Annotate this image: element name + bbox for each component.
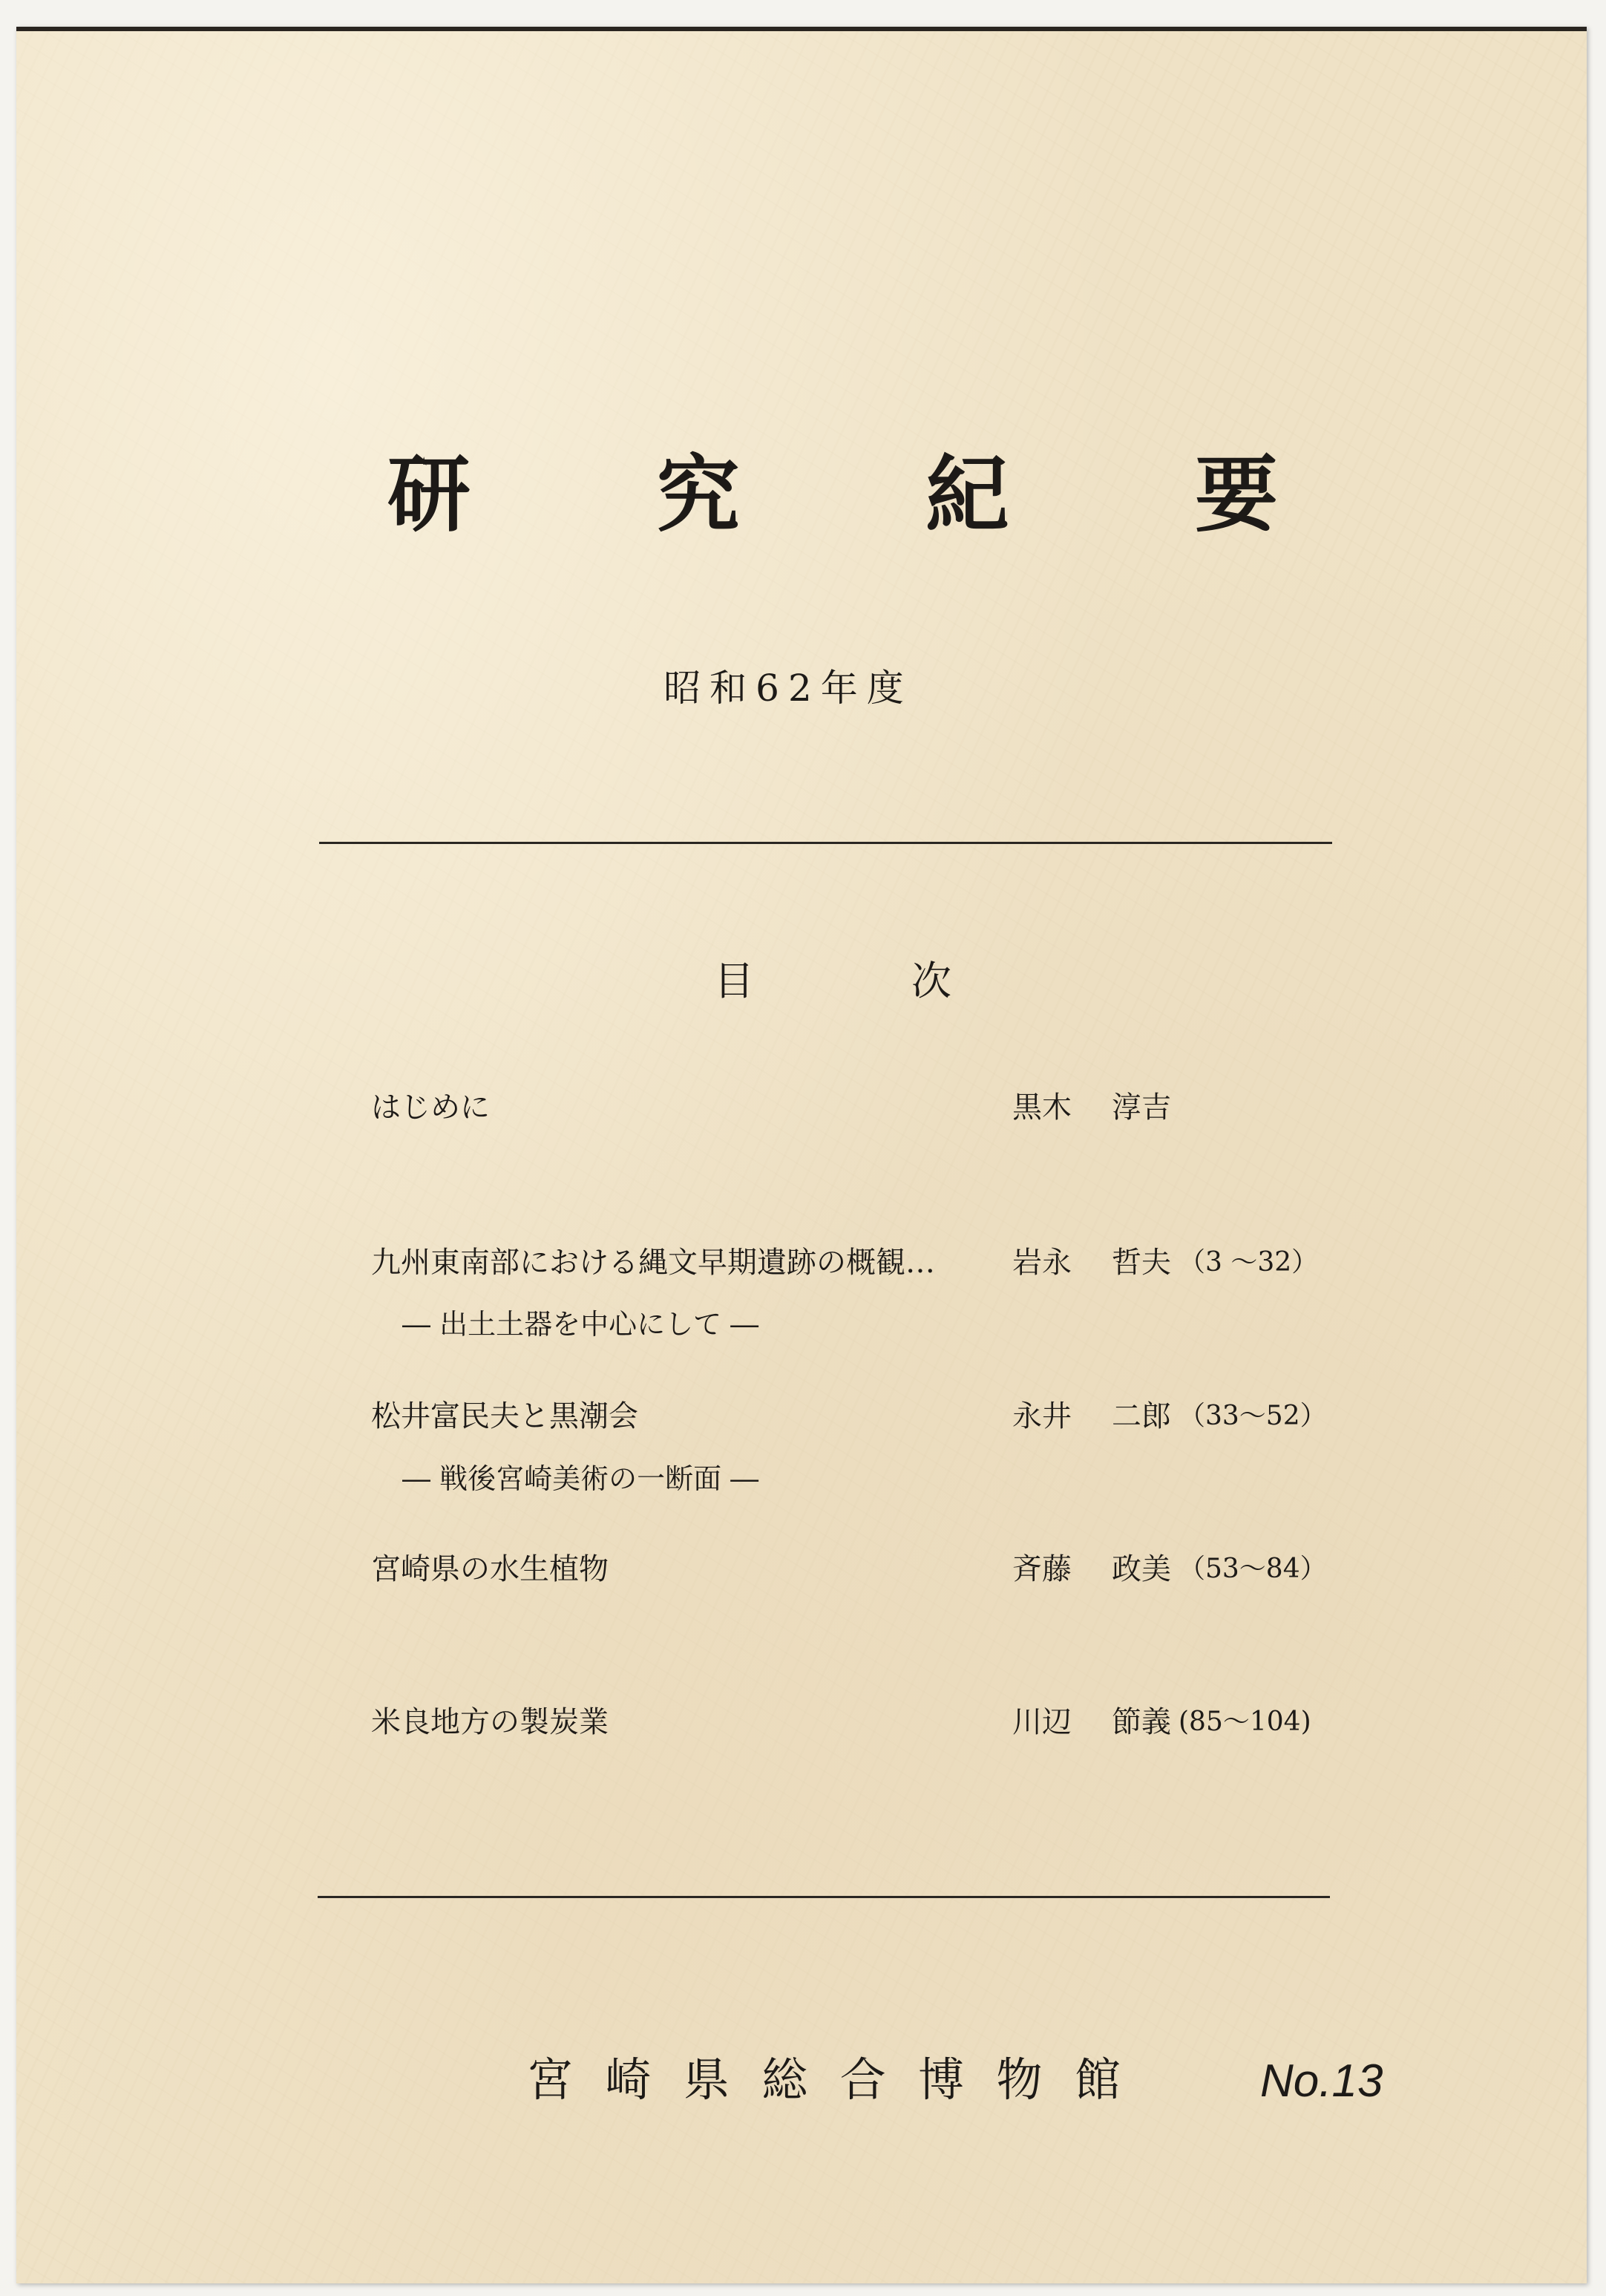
toc-entry-title: 九州東南部における縄文早期遺跡の概観… xyxy=(371,1246,935,1280)
toc-heading-char: 次 xyxy=(911,958,951,1004)
toc-entry-title: 宮崎県の水生植物 xyxy=(371,1552,609,1586)
cover-title xyxy=(387,443,1278,547)
publisher-char: 崎 xyxy=(605,2053,652,2107)
leader-dots xyxy=(536,1084,1002,1131)
toc-entry xyxy=(371,1546,1336,1593)
toc-author-given: 二郎 xyxy=(1112,1399,1171,1433)
toc-entry-title: 米良地方の製炭業 xyxy=(371,1705,609,1739)
toc-heading xyxy=(714,952,951,1011)
toc-page-range: (85～104) xyxy=(1179,1707,1311,1737)
toc-author-family: 黒木 xyxy=(1012,1090,1072,1125)
title-char: 究 xyxy=(656,446,740,543)
publisher-char: 総 xyxy=(761,2053,808,2107)
toc-entry xyxy=(371,1084,1336,1131)
toc-author-family: 川辺 xyxy=(1012,1705,1072,1739)
fiscal-year: 昭和62年度 xyxy=(663,667,913,710)
publisher-char: 宮 xyxy=(527,2053,574,2107)
title-char: 要 xyxy=(1194,446,1278,543)
publisher-char: 合 xyxy=(839,2053,886,2107)
leader-dots xyxy=(675,1393,1002,1440)
leader-dots xyxy=(644,1698,1002,1746)
booklet-cover xyxy=(16,27,1587,2283)
title-char: 研 xyxy=(387,446,471,543)
publisher-char: 博 xyxy=(918,2053,965,2107)
toc-entry xyxy=(371,1239,1336,1286)
toc-entry-title: はじめに xyxy=(371,1090,490,1125)
toc-page-range: （53～84） xyxy=(1179,1554,1327,1584)
toc-heading-char: 目 xyxy=(714,958,754,1004)
publisher-char: 県 xyxy=(683,2053,730,2107)
toc-author-family: 岩永 xyxy=(1012,1246,1072,1280)
divider-bottom xyxy=(318,1896,1330,1898)
toc-page-range: （33～52） xyxy=(1179,1401,1327,1431)
publisher-char: 物 xyxy=(996,2053,1043,2107)
leader-dots xyxy=(644,1546,1002,1593)
toc-entry xyxy=(371,1393,1336,1440)
toc-author-given: 哲夫 xyxy=(1112,1246,1171,1280)
toc-entry-subtitle: ― 出土土器を中心にして ― xyxy=(402,1308,759,1341)
divider-top xyxy=(319,842,1332,844)
toc-author-given: 淳吉 xyxy=(1112,1090,1171,1125)
toc-author-given: 節義 xyxy=(1112,1705,1171,1739)
toc-entry-subtitle: ― 戦後宮崎美術の一断面 ― xyxy=(402,1462,759,1495)
publisher-name xyxy=(527,2047,1121,2113)
toc-author-given: 政美 xyxy=(1112,1552,1171,1586)
publisher-char: 館 xyxy=(1074,2053,1121,2107)
toc-author-family: 永井 xyxy=(1012,1399,1072,1433)
title-char: 紀 xyxy=(925,446,1009,543)
issue-number: No.13 xyxy=(1260,2055,1383,2107)
toc-author-family: 斉藤 xyxy=(1012,1552,1072,1586)
toc-page-range: （3 ～32） xyxy=(1179,1247,1319,1278)
toc-entry xyxy=(371,1698,1336,1746)
toc-entry-title: 松井富民夫と黒潮会 xyxy=(371,1399,638,1433)
